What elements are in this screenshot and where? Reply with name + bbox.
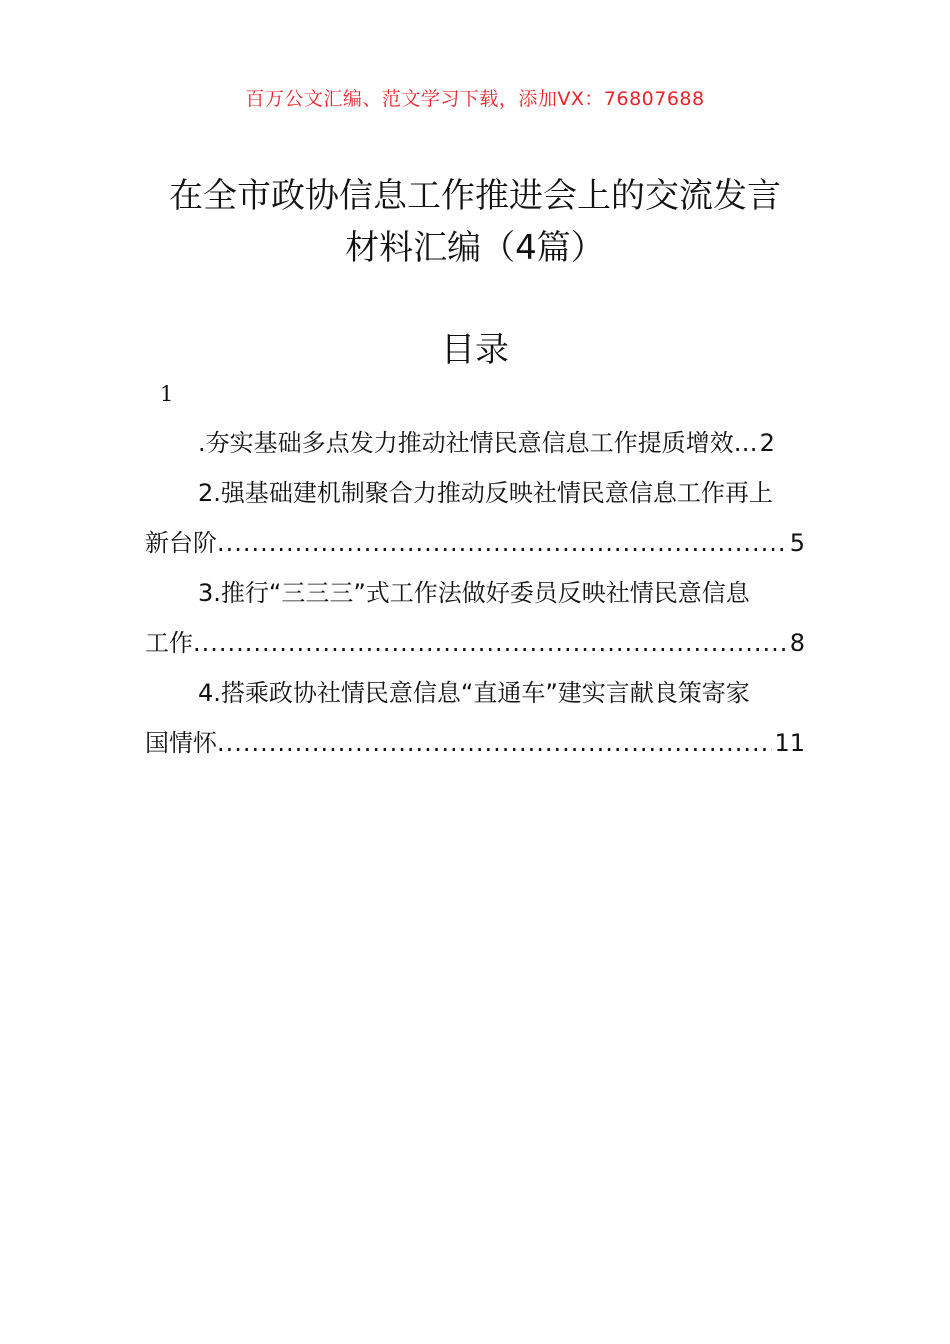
toc-entry-line bbox=[145, 518, 805, 568]
document-title bbox=[100, 170, 850, 274]
toc-entry-page: 5 bbox=[789, 529, 805, 557]
toc-entry-1[interactable] bbox=[145, 418, 805, 468]
toc-entry-page: 2 bbox=[759, 429, 775, 457]
toc-entry-2[interactable] bbox=[145, 468, 805, 568]
toc-entry-line bbox=[145, 668, 805, 718]
toc-leader-dots bbox=[193, 618, 788, 668]
toc-entry-4[interactable] bbox=[145, 668, 805, 768]
document-title-line-2: 材料汇编（4篇） bbox=[345, 228, 605, 268]
toc-entry-text: 3.推行“三三三”式工作法做好委员反映社情民意信息 bbox=[198, 579, 750, 607]
toc-entry-text: 2.强基础建机制聚合力推动反映社情民意信息工作再上 bbox=[198, 479, 773, 507]
toc-entry-text-continued: 新台阶 bbox=[145, 529, 217, 557]
toc-entry-text-continued: 国情怀 bbox=[145, 729, 217, 757]
toc-stray-number: 1 bbox=[160, 382, 174, 406]
toc-entry-3[interactable] bbox=[145, 568, 805, 668]
toc-leader-dots bbox=[217, 718, 772, 768]
toc-entry-line bbox=[145, 568, 805, 618]
toc-entry-line bbox=[145, 418, 805, 468]
toc-entry-page: 11 bbox=[774, 729, 805, 757]
header-note: 百万公文汇编、范文学习下载，添加VX：76807688 bbox=[245, 88, 705, 110]
toc-entry-line bbox=[145, 718, 805, 768]
toc-entry-line bbox=[145, 618, 805, 668]
toc-entry-text-continued: 工作 bbox=[145, 629, 193, 657]
toc-entry-page: 8 bbox=[789, 629, 805, 657]
table-of-contents bbox=[145, 418, 805, 768]
toc-leader-dots bbox=[217, 518, 788, 568]
toc-entry-line bbox=[145, 468, 805, 518]
toc-heading: 目录 bbox=[441, 330, 509, 370]
toc-entry-text: 4.搭乘政协社情民意信息“直通车”建实言献良策寄家 bbox=[198, 679, 750, 707]
document-title-line-1: 在全市政协信息工作推进会上的交流发言 bbox=[169, 176, 781, 216]
toc-entry-text: .夯实基础多点发力推动社情民意信息工作提质增效… bbox=[198, 429, 758, 457]
